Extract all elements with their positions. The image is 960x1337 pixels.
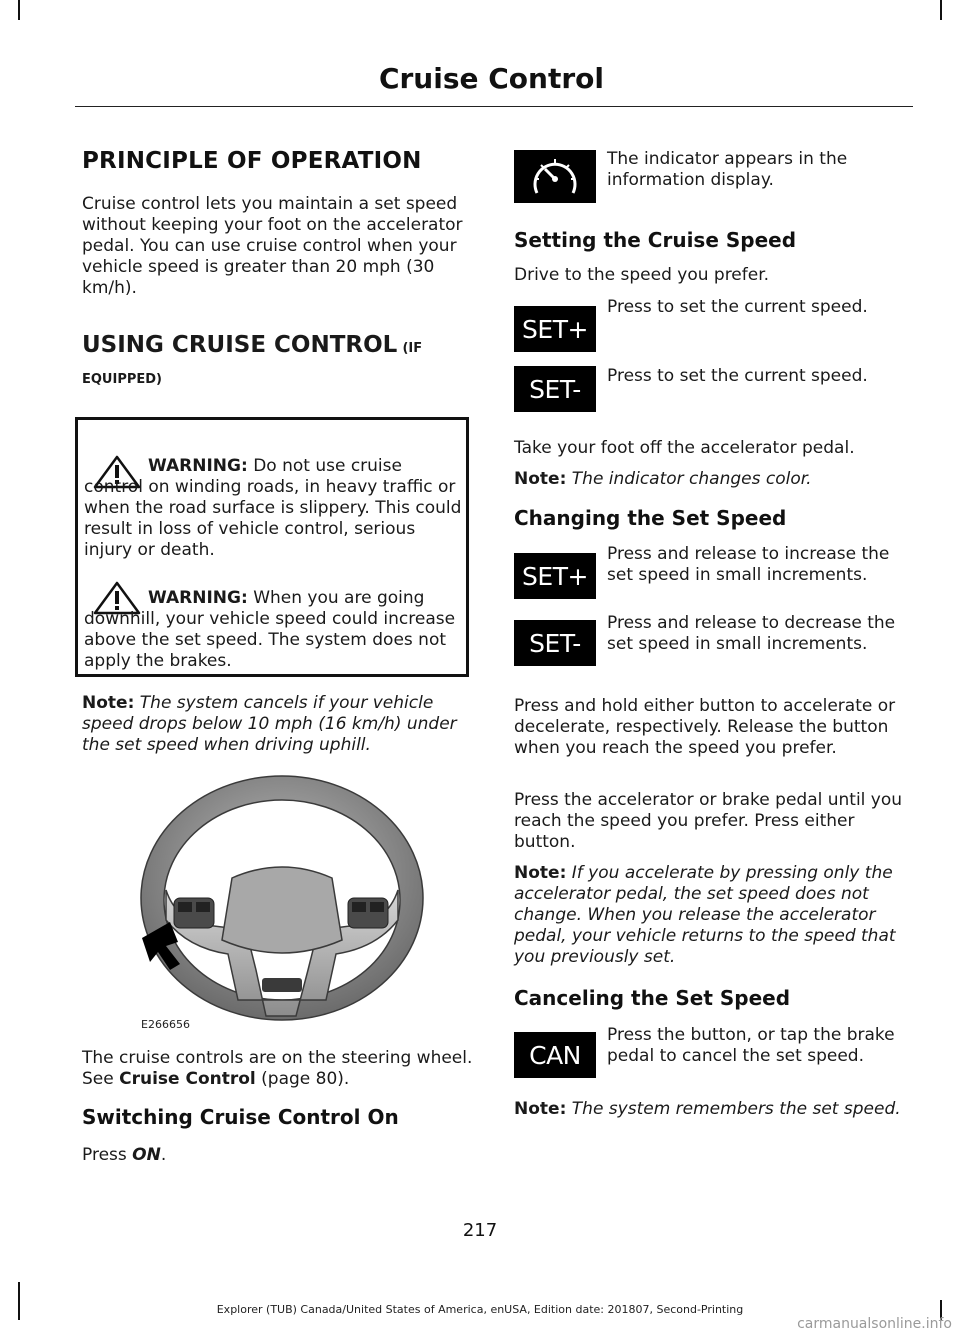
left-column	[82, 148, 477, 387]
heading-canceling-speed: Canceling the Set Speed	[514, 986, 791, 1010]
set-plus-button-image-2: SET+	[514, 553, 596, 599]
note-label: Note:	[82, 693, 135, 713]
set-plus-button-image: SET+	[514, 306, 596, 352]
if-equipped-suffix: (IF	[402, 341, 423, 356]
note-uphill-text: The system cancels if your vehicle speed drops below 10 mph (16 km/h) under the set speed when driving uphill.	[82, 693, 457, 755]
using-cruise-heading	[82, 332, 477, 387]
controls-location-paragraph	[82, 1048, 477, 1090]
note-uphill	[82, 693, 477, 756]
foot-off-text: Take your foot off the accelerator pedal.	[514, 438, 855, 458]
principle-paragraph: Cruise control lets you maintain a set speed without keeping your foot on the accelerator pedal. You can use cruise control when your vehicle speed is greater than 20 mph (30 km/h).	[82, 194, 463, 298]
header-rule	[75, 106, 913, 107]
accel-text: Press the accelerator or brake pedal until you reach the speed you prefer. Press either button.	[514, 790, 903, 852]
set-minus-button-image-2: SET-	[514, 620, 596, 666]
section-heading-using: USING CRUISE CONTROL	[82, 332, 398, 358]
crop-mark-top-left	[18, 0, 20, 20]
steering-wheel-illustration	[136, 770, 426, 1032]
decrease-text: Press and release to decrease the set speed in small increments.	[607, 613, 896, 654]
warning-2	[84, 588, 464, 672]
note-label: Note:	[514, 863, 567, 883]
figure-code: E266656	[141, 1018, 190, 1031]
warning-box	[75, 417, 469, 677]
heading-changing-speed: Changing the Set Speed	[514, 506, 787, 530]
heading-setting-speed: Setting the Cruise Speed	[514, 228, 797, 252]
hold-text: Press and hold either button to accelerate or decelerate, respectively. Release the button when you reach the speed you prefer.	[514, 696, 896, 758]
indicator-text: The indicator appears in the information display.	[607, 149, 848, 190]
warning-1	[84, 456, 464, 561]
if-equipped-suffix-2: EQUIPPED)	[82, 372, 162, 387]
note-indicator-color	[514, 469, 909, 490]
cruise-control-link[interactable]: Cruise Control	[119, 1069, 256, 1089]
note-indicator-text: The indicator changes color.	[571, 469, 812, 489]
speedometer-icon	[525, 155, 585, 199]
controls-text-a: The cruise controls are on the steering wheel. See	[82, 1048, 473, 1089]
press-label: Press	[82, 1145, 127, 1165]
note-remembers	[514, 1099, 909, 1120]
warning-2-text: When you are going downhill, your vehicle speed could increase above the set speed. The system does not apply the brakes.	[84, 588, 456, 671]
set-minus-button-image: SET-	[514, 366, 596, 412]
note-label: Note:	[514, 1099, 567, 1119]
edition-line: Explorer (TUB) Canada/United States of America, enUSA, Edition date: 201807, Second-Printing	[216, 1303, 744, 1316]
warning-1-label: WARNING:	[148, 456, 248, 476]
drive-text: Drive to the speed you prefer.	[514, 265, 770, 285]
set-plus-text: Press to set the current speed.	[607, 297, 868, 317]
note-label: Note:	[514, 469, 567, 489]
page-title: Cruise Control	[378, 62, 604, 95]
press-on-paragraph	[82, 1145, 477, 1166]
set-minus-text: Press to set the current speed.	[607, 366, 868, 386]
warning-2-label: WARNING:	[148, 588, 248, 608]
press-period: .	[160, 1145, 167, 1165]
speedometer-indicator-icon	[514, 150, 596, 203]
can-text: Press the button, or tap the brake pedal to cancel the set speed.	[607, 1025, 895, 1066]
watermark: carmanualsonline.info	[797, 1316, 952, 1332]
note-accelerate	[514, 863, 909, 968]
heading-switching-on: Switching Cruise Control On	[82, 1105, 399, 1129]
note-remembers-text: The system remembers the set speed.	[571, 1099, 901, 1119]
warning-1-text: Do not use cruise control on winding roads, in heavy traffic or when the road surface is slippery. This could result in loss of vehicle control, serious injury or death.	[84, 456, 462, 560]
can-button-image: CAN	[514, 1032, 596, 1078]
crop-mark-top-right	[940, 0, 942, 20]
section-heading-principle: PRINCIPLE OF OPERATION	[82, 148, 422, 174]
on-button-label: ON	[132, 1145, 161, 1165]
note-accelerate-text: If you accelerate by pressing only the accelerator pedal, the set speed does not change. When you release the accelerator pedal, your vehicle returns to the speed that you previously set.	[514, 863, 896, 967]
page-number: 217	[462, 1220, 498, 1241]
controls-text-b: (page 80).	[261, 1069, 350, 1089]
increase-text: Press and release to increase the set speed in small increments.	[607, 544, 890, 585]
